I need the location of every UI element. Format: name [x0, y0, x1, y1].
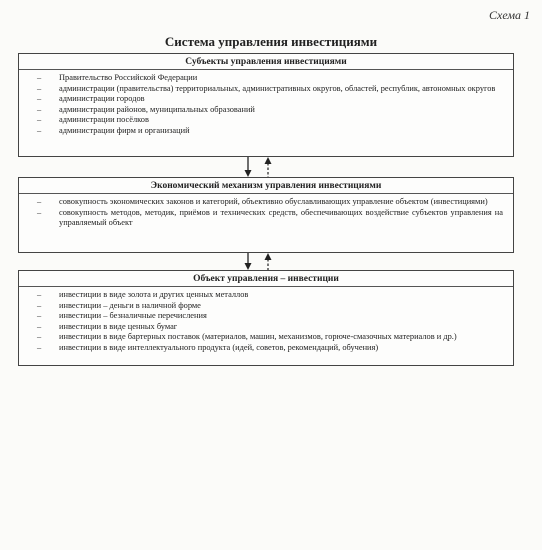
dash-bullet: – — [37, 311, 42, 321]
list-item-text: инвестиции в виде бартерных поставок (материалов, машин, механизмов, горюче-смазочных материалов и др.) — [59, 332, 457, 342]
list-item — [29, 311, 503, 322]
list-item — [29, 115, 503, 126]
arrow-down-icon — [245, 170, 252, 177]
list-item — [29, 343, 503, 354]
object-list — [19, 290, 513, 358]
list-item-text: Правительство Российской Федерации — [59, 73, 198, 82]
subjects-box — [18, 53, 514, 157]
list-item-text: администрации фирм и организаций — [59, 125, 190, 135]
list-item-text: администрации городов — [59, 94, 145, 104]
dash-bullet: – — [37, 321, 42, 331]
list-item-text: инвестиции – деньги в наличной форме — [59, 300, 201, 310]
list-item — [29, 94, 503, 105]
divider — [19, 69, 513, 70]
list-item-text: совокупность экономических законов и категорий, объективно обуславливающих управление объектом (инвестициями) — [59, 197, 488, 206]
list-item-text: администрации районов, муниципальных образований — [59, 104, 255, 114]
list-item — [29, 73, 503, 84]
dash-bullet: – — [37, 342, 42, 352]
list-item-text: администрации посёлков — [59, 115, 149, 125]
list-item — [29, 290, 503, 301]
object-box — [18, 270, 514, 366]
dash-bullet: – — [37, 207, 42, 217]
dash-bullet: – — [37, 290, 42, 299]
dash-bullet: – — [37, 332, 42, 342]
dash-bullet: – — [37, 125, 42, 135]
list-item — [29, 105, 503, 116]
arrow-down-icon — [245, 263, 252, 270]
diagram-title: Система управления инвестициями — [164, 34, 378, 49]
list-item-text: инвестиции в виде интеллектуального продукта (идей, советов, рекомендаций, обучения) — [59, 342, 379, 352]
list-item — [29, 332, 503, 343]
mechanism-box-title: Экономический механизм управления инвестициями — [150, 181, 382, 191]
list-item — [29, 322, 503, 333]
subjects-list — [19, 73, 513, 141]
list-item-text: инвестиции в виде ценных бумаг — [59, 321, 178, 331]
divider — [19, 286, 513, 287]
object-box-title: Объект управления – инвестиции — [193, 274, 339, 284]
connector-mechanism-object — [236, 253, 286, 270]
list-item — [29, 126, 503, 137]
arrow-up-icon — [265, 253, 272, 260]
list-item-text: совокупность методов, методик, приёмов и технических средств, обеспечивающих воздействие субъектов управления на управляемый объект — [59, 207, 503, 228]
dash-bullet: – — [37, 73, 42, 82]
dash-bullet: – — [37, 104, 42, 114]
list-item — [29, 197, 503, 208]
scheme-label: Схема 1 — [488, 8, 530, 22]
dash-bullet: – — [37, 94, 42, 104]
connector-subjects-mechanism — [236, 157, 286, 177]
arrow-up-icon — [265, 157, 272, 164]
list-item — [29, 84, 503, 95]
mechanism-box — [18, 177, 514, 253]
mechanism-list — [19, 197, 513, 233]
list-item-text: инвестиции – безналичные перечисления — [59, 311, 207, 321]
divider — [19, 193, 513, 194]
list-item — [29, 208, 503, 229]
list-item — [29, 301, 503, 312]
list-item-text: инвестиции в виде золота и других ценных металлов — [59, 290, 249, 299]
list-item-text: администрации (правительства) территориальных, административных округов, областей, республик, автономных округов — [59, 83, 496, 93]
dash-bullet: – — [37, 83, 42, 93]
dash-bullet: – — [37, 300, 42, 310]
dash-bullet: – — [37, 197, 42, 206]
subjects-box-title: Субъекты управления инвестициями — [185, 57, 347, 67]
dash-bullet: – — [37, 115, 42, 125]
